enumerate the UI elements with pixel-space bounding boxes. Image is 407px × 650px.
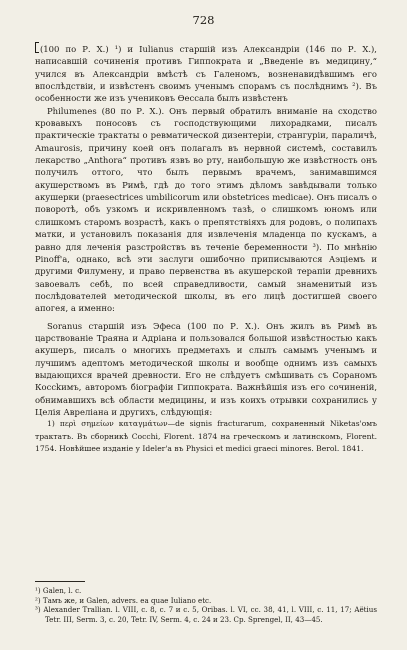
footnote-1: ¹) Galen, l. c.	[35, 586, 82, 595]
footnote-divider	[35, 581, 85, 582]
paragraph-iulianus	[35, 42, 377, 105]
page-number: 728	[192, 13, 215, 27]
paragraph-soranus: Soranus старшій изъ Эфеса (100 по Р. Х.). Онъ жилъ въ Римѣ въ царствованіе Траяна и Адріана и пользовался большой извѣстностью какъ акушеръ, писалъ о многихъ предметахъ и слылъ самымъ ученымъ и лучшимъ адептомъ методической школы и вообще однимъ изъ самыхъ выдающихся врачей древности. Его не слѣдуетъ смѣшивать съ Сораномъ Коссkимъ, авторомъ біографіи Гиппократа. Важнѣйшія изъ его сочиненій, обнимавшихъ всѣ области медицины, и изъ коихъ отрывки сохранились у Целія Авреліана и другихъ, слѣдующія:	[35, 320, 377, 417]
paragraph-text: (100 по Р. Х.) ¹) и Iulianus старшій изъ Александріи (146 по Р. Х.), написавшій сочиненія противъ Гиппократа и „Введеніе въ медицину,“ учился въ Александріи вмѣстѣ съ Галеномъ, возненавидѣвшимъ его впослѣдствіи, и извѣстенъ своимъ ученымъ спорамъ съ послѣднимъ ²). Въ особенности же изъ учениковъ Өессала былъ извѣстенъ	[35, 44, 377, 104]
paragraph-list-item-1: 1) περὶ σημείων καταγμάτων—de signis fracturarum, сохраненный Niketas'омъ трактатъ. Въ сборникѣ Cocchi, Florent. 1874 на греческомъ и латинскомъ, Florent. 1754. Новѣйшее изданіе у Ideler'а въ Physici et medici graeci minores. Berol. 1841.	[35, 419, 377, 453]
margin-bracket-mark	[35, 42, 39, 53]
footnote-2: ²) Тамъ же, и Galen, advers. ea quae Iuliano etc.	[35, 595, 212, 605]
footnotes	[35, 586, 377, 624]
footnote-3: ³) Alexander Trallian. l. VIII, c. 8, c. 7 и c. 5, Oribas. l. VI, cc. 38, 41, l. VIII, c. 11, 17; Aëtius Tetr. III, Serm. 3, c. 20, Tetr. IV, Serm. 4, c. 24 и 23. Cp. Sprengel, II, 43—45.	[35, 605, 377, 624]
main-text	[35, 42, 377, 455]
paragraph-philumenes: Philumenes (80 по Р. Х.). Онъ первый обратилъ вниманіе на сходство кровавыхъ поносовъ съ господствующими лихорадками, писалъ практическіе трактаты о ревматической дизентеріи, странгуріи, параличѣ, Amaurosis, причину коей онъ полагалъ въ нервной системѣ, составилъ лекарство „Anthora“ противъ язвъ во рту, наибольшую же извѣстность онъ получилъ оттого, что былъ первымъ врачемъ, занимавшимся акушерствомъ въ Римѣ, гдѣ до того этимъ дѣломъ завѣдывали только акушерки (praesectrices umbilicorum или obstetrices medicae). Онъ писалъ о поворотѣ, объ узкомъ и искривленномъ тазѣ, о слишкомъ юномъ или слишкомъ старомъ возрастѣ, какъ о препятствіяхъ для родовъ, о полипахъ матки, и установилъ показанія для извлеченія младенца по кускамъ, а равно для леченія разстройствъ въ теченіе беременности ³). По мнѣнію Pinoff'а, однако, всѣ эти заслуги ошибочно приписываются Аэціемъ и другими Филумену, и право первенства въ акушерской терапіи древнихъ завоевалъ себѣ, по всей справедливости, самый знаменитый изъ послѣдователей методической школы, въ его лицѣ достигшей своего апогея, а именно:	[35, 105, 377, 314]
